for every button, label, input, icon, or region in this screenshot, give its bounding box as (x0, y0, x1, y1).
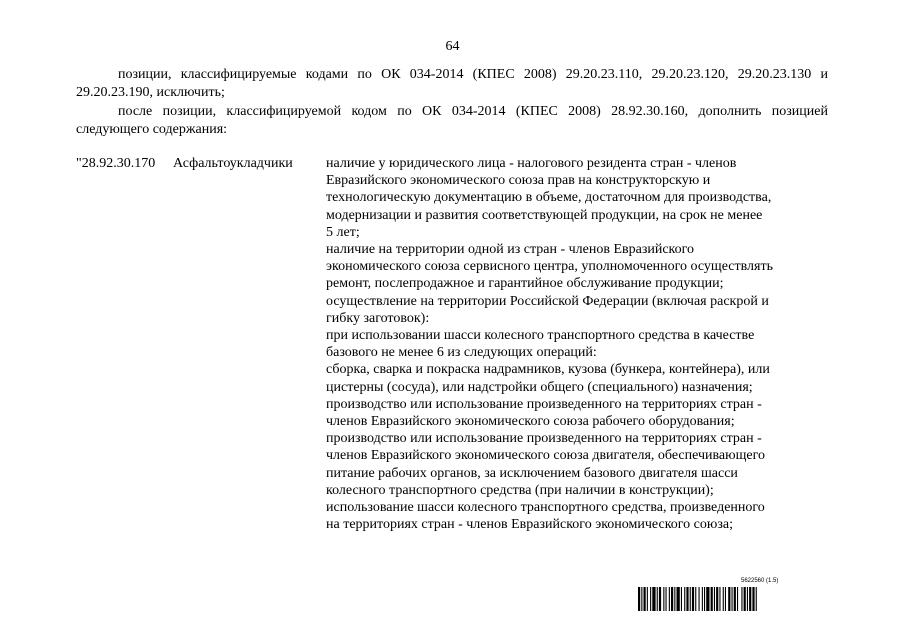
page-number: 64 (445, 39, 460, 54)
paragraph-line: после позиции, классифицируемой кодом по ОК 034-2014 (КПЕС 2008) 28.92.30.160, дополнить позицией (118, 104, 828, 119)
requirement-line: членов Евразийского экономического союза рабочего оборудования; (326, 414, 735, 430)
requirement-line: членов Евразийского экономического союза двигателя, обеспечивающего (326, 448, 765, 464)
requirement-line: осуществление на территории Российской Федерации (включая раскрой и (326, 293, 769, 309)
requirement-line: наличие на территории одной из стран - членов Евразийского (326, 242, 695, 258)
paragraph-add-position (76, 103, 828, 139)
entry-requirements (326, 155, 826, 533)
requirement-line: ремонт, послепродажное и гарантийное обслуживание продукции; (326, 276, 724, 292)
entry-code: "28.92.30.170 (76, 156, 156, 171)
requirement-line: гибку заготовок): (326, 310, 430, 326)
requirement-line: при использовании шасси колесного транспортного средства в качестве (326, 328, 755, 344)
requirement-line: базового не менее 6 из следующих операций: (326, 345, 597, 361)
requirement-line: Евразийского экономического союза прав на конструкторскую и (326, 173, 711, 189)
requirement-line: на территориях стран - членов Евразийского экономического союза; (326, 517, 733, 533)
requirement-line: питание рабочих органов, за исключением базового двигателя шасси (326, 465, 738, 481)
requirement-line: использование шасси колесного транспортного средства, произведенного (326, 500, 765, 516)
requirement-line: производство или использование произведенного на территориях стран - (326, 431, 762, 447)
paragraph-exclude-positions (76, 66, 828, 102)
paragraph-line: позиции, классифицируемые кодами по ОК 034-2014 (КПЕС 2008) 29.20.23.110, 29.20.23.120, 29.20.23.130 и (118, 67, 828, 82)
requirement-line: наличие у юридического лица - налогового резидента стран - членов (326, 156, 737, 171)
paragraph-line: 29.20.23.190, исключить; (76, 85, 225, 100)
requirement-line: производство или использование произведенного на территориях стран - (326, 396, 762, 412)
requirement-line: экономического союза сервисного центра, уполномоченного осуществлять (326, 259, 773, 275)
paragraph-line: следующего содержания: (76, 122, 228, 137)
requirement-line: технологическую документацию в объеме, достаточном для производства, (326, 190, 772, 206)
entry-name: Асфальтоукладчики (173, 156, 293, 171)
barcode-number: 5622560 (1.5) (741, 578, 779, 584)
requirement-line: колесного транспортного средства (при наличии в конструкции); (326, 482, 714, 498)
requirement-line: модернизации и развития соответствующей продукции, на срок не менее (326, 207, 763, 223)
requirement-line: сборка, сварка и покраска надрамников, кузова (бункера, контейнера), или (326, 362, 770, 378)
requirement-line: цистерны (сосуда), или надстройки общего (специального) назначения; (326, 379, 753, 395)
requirement-line: 5 лет; (326, 224, 360, 240)
barcode (638, 587, 826, 611)
